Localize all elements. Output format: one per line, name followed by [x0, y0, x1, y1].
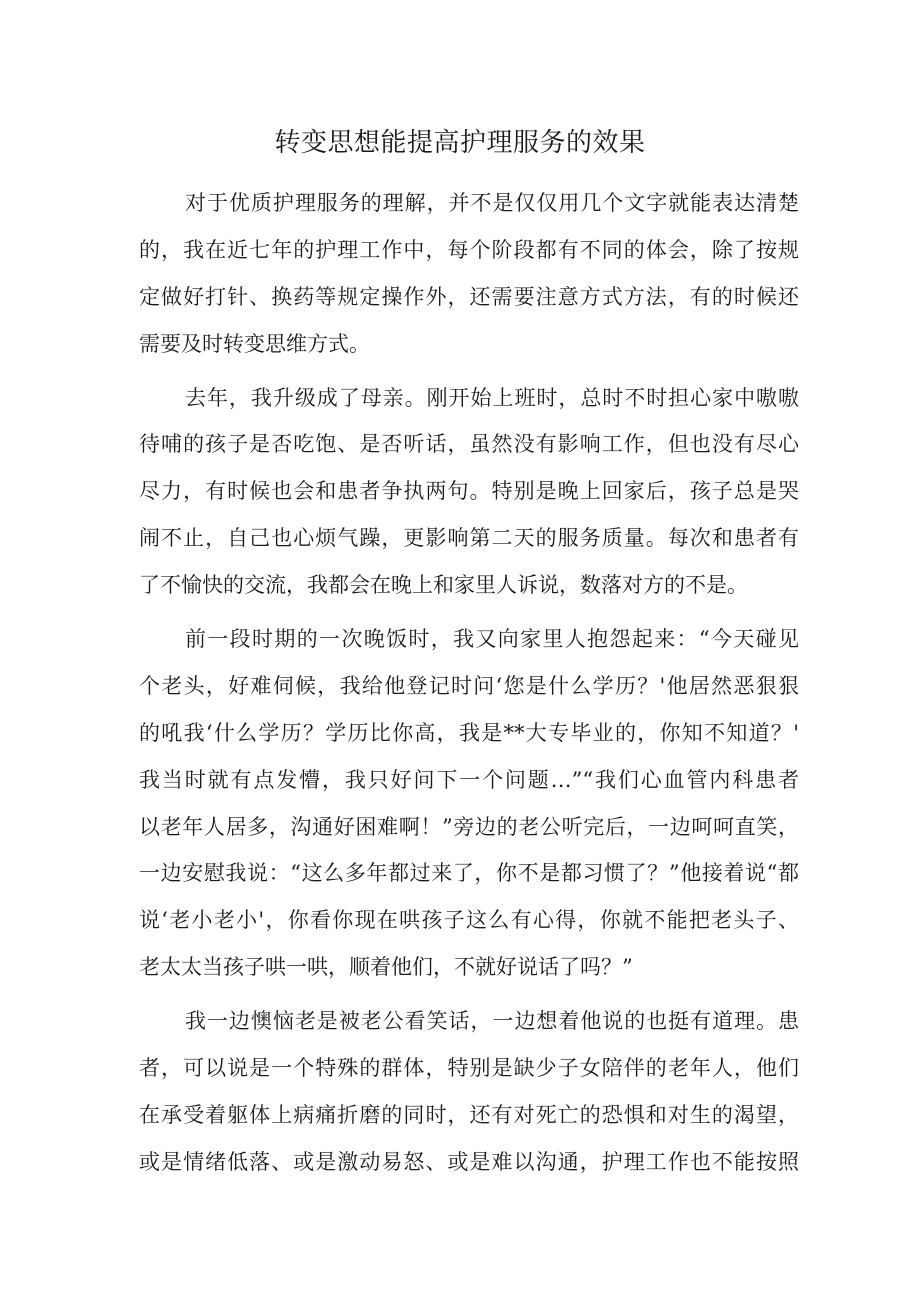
text-line: 以老年人居多，沟通好困难啊！”旁边的老公听完后，一边呵呵直笑， [139, 814, 799, 839]
text-line: 老太太当孩子哄一哄，顺着他们，不就好说话了吗？” [139, 955, 633, 980]
text-line: 一边安慰我说：“这么多年都过来了，你不是都习惯了？”他接着说“都 [139, 861, 799, 886]
text-line: 去年，我升级成了母亲。刚开始上班时，总时不时担心家中嗷嗷 [185, 385, 799, 410]
text-line: 需要及时转变思维方式。 [139, 331, 370, 356]
text-line: 的吼我‘什么学历？学历比你高，我是**大专毕业的，你知不知道？' [139, 720, 799, 745]
text-line: 说‘老小老小'，你看你现在哄孩子这么有心得，你就不能把老头子、 [139, 908, 799, 933]
text-line: 尽力，有时候也会和患者争执两句。特别是晚上回家后，孩子总是哭 [139, 479, 799, 504]
text-line: 闹不止，自己也心烦气躁，更影响第二天的服务质量。每次和患者有 [139, 526, 799, 551]
text-line: 待哺的孩子是否吃饱、是否听话，虽然没有影响工作，但也没有尽心 [139, 432, 799, 457]
paragraph-1 [139, 180, 799, 368]
paragraph-4 [139, 998, 799, 1186]
text-line: 前一段时期的一次晚饭时，我又向家里人抱怨起来：“今天碰见 [185, 627, 799, 652]
text-line: 者，可以说是一个特殊的群体，特别是缺少子女陪伴的老年人，他们 [139, 1056, 799, 1081]
text-line: 或是情绪低落、或是激动易怒、或是难以沟通，护理工作也不能按照 [139, 1149, 799, 1174]
text-line: 的，我在近七年的护理工作中，每个阶段都有不同的体会，除了按规 [139, 237, 799, 262]
document-body [139, 180, 799, 1193]
paragraph-2 [139, 375, 799, 609]
document-title: 转变思想能提高护理服务的效果 [274, 128, 646, 158]
text-line: 我当时就有点发懵，我只好问下一个问题…”“我们心血管内科患者 [139, 767, 799, 792]
paragraph-3 [139, 616, 799, 991]
text-line: 个老头，好难伺候，我给他登记时问‘您是什么学历？'他居然恶狠狠 [139, 673, 799, 698]
text-line: 我一边懊恼老是被老公看笑话，一边想着他说的也挺有道理。患 [185, 1009, 799, 1034]
text-line: 在承受着躯体上病痛折磨的同时，还有对死亡的恐惧和对生的渴望， [139, 1102, 799, 1127]
text-line: 对于优质护理服务的理解，并不是仅仅用几个文字就能表达清楚 [185, 191, 799, 215]
text-line: 定做好打针、换药等规定操作外，还需要注意方式方法，有的时候还 [139, 284, 799, 309]
text-line: 了不愉快的交流，我都会在晚上和家里人诉说，数落对方的不是。 [139, 573, 748, 598]
